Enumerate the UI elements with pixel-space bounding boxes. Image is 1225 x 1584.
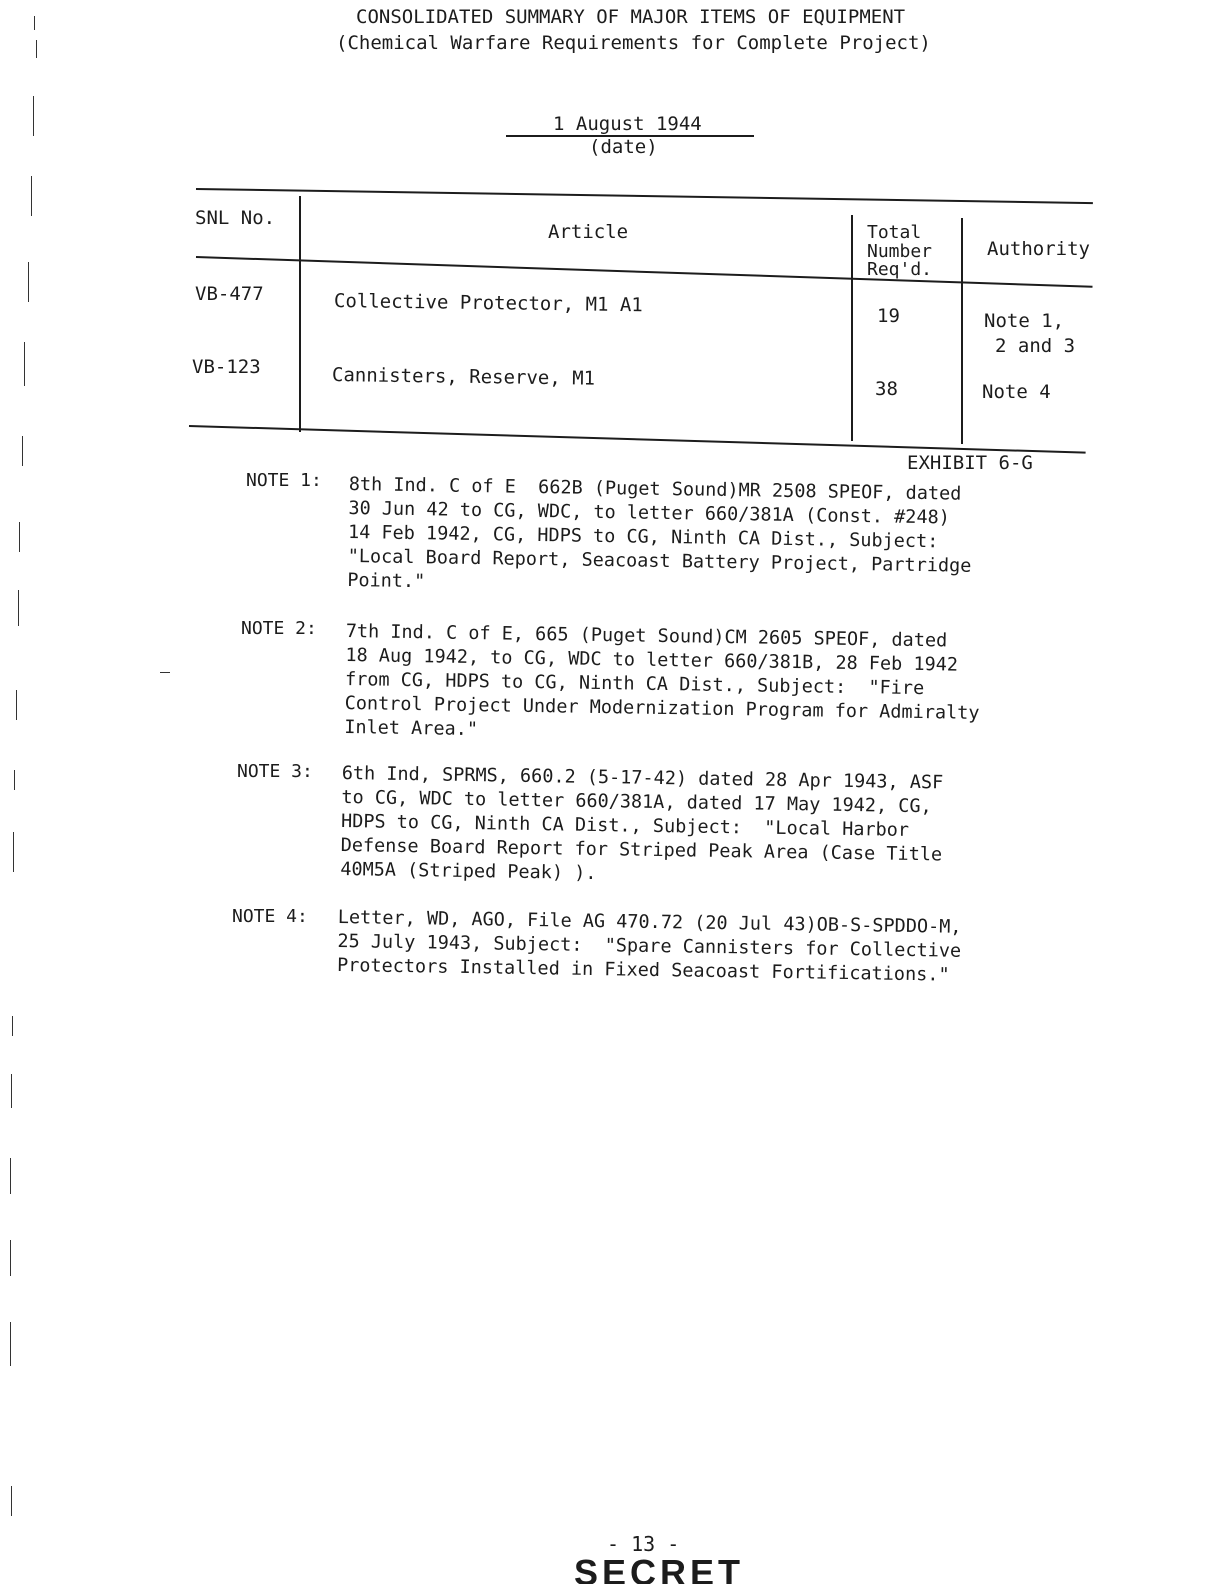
table-header-rule xyxy=(196,256,1093,288)
note-text: 7th Ind. C of E, 665 (Puget Sound)CM 2605 SPEOF, dated 18 Aug 1942, to CG, WDC to letter 660/381B, 28 Feb 1942 from CG, HDPS to CG, Ninth CA Dist., Subject: "Fire Control Project Under Modernization Program for Admiralty Inlet Area." xyxy=(344,620,980,741)
row-authority-line1: Note 4 xyxy=(982,381,1051,403)
exhibit-label: EXHIBIT 6-G xyxy=(907,452,1033,474)
date-caption: (date) xyxy=(589,136,658,158)
note-label: NOTE 2: xyxy=(241,618,317,639)
table-divider-article xyxy=(851,215,853,441)
row-article: Collective Protector, M1 A1 xyxy=(333,290,643,317)
column-header-authority: Authority xyxy=(987,238,1090,260)
note-text: 8th Ind. C of E 662B (Puget Sound)MR 2508 SPEOF, dated 30 Jun 42 to CG, WDC, to letter 660/381A (Const. #248) 14 Feb 1942, CG, HDPS to CG, Ninth CA Dist., Subject: "Local Board Report, Seacoast Battery Project, Partridge Point." xyxy=(347,473,972,593)
row-total: 38 xyxy=(875,378,898,400)
page-number: - 13 - xyxy=(607,1532,680,1556)
document-subtitle: (Chemical Warfare Requirements for Complete Project) xyxy=(336,32,931,54)
row-snl: VB-477 xyxy=(195,283,264,305)
document-title: CONSOLIDATED SUMMARY OF MAJOR ITEMS OF EQUIPMENT xyxy=(356,6,906,28)
column-header-snl: SNL No. xyxy=(195,207,276,229)
column-header-total-line1: Total xyxy=(867,222,922,243)
table-top-rule xyxy=(196,188,1093,204)
table-divider-total xyxy=(961,218,963,444)
table-bottom-rule xyxy=(189,425,1086,454)
row-total: 19 xyxy=(877,305,900,327)
row-authority-line2: 2 and 3 xyxy=(995,335,1076,357)
row-authority-line1: Note 1, xyxy=(984,310,1065,332)
note-label: NOTE 1: xyxy=(246,470,322,491)
note-label: NOTE 3: xyxy=(237,761,313,782)
secret-stamp: SECRET xyxy=(574,1552,745,1584)
column-header-article: Article xyxy=(548,221,629,243)
column-header-total-line3: Req'd. xyxy=(867,259,933,280)
row-article: Cannisters, Reserve, M1 xyxy=(331,364,596,390)
note-text: Letter, WD, AGO, File AG 470.72 (20 Jul 43)OB-S-SPDDO-M, 25 July 1943, Subject: "Spare Cannisters for Collective Protectors Installed in Fixed Seacoast Fortifications." xyxy=(336,906,962,986)
row-snl: VB-123 xyxy=(192,356,261,378)
note-text: 6th Ind, SPRMS, 660.2 (5-17-42) dated 28 Apr 1943, ASF to CG, WDC to letter 660/381A, dated 17 May 1942, CG, HDPS to CG, Ninth CA Dist., Subject: "Local Harbor Defense Board Report for Striped Peak Area (Case Title 40M5A (Striped Peak) ). xyxy=(340,762,944,885)
table-divider-snl xyxy=(299,196,301,432)
note-label: NOTE 4: xyxy=(232,906,308,927)
column-header-total-line2: Number xyxy=(867,241,933,262)
document-date: 1 August 1944 xyxy=(553,113,702,135)
